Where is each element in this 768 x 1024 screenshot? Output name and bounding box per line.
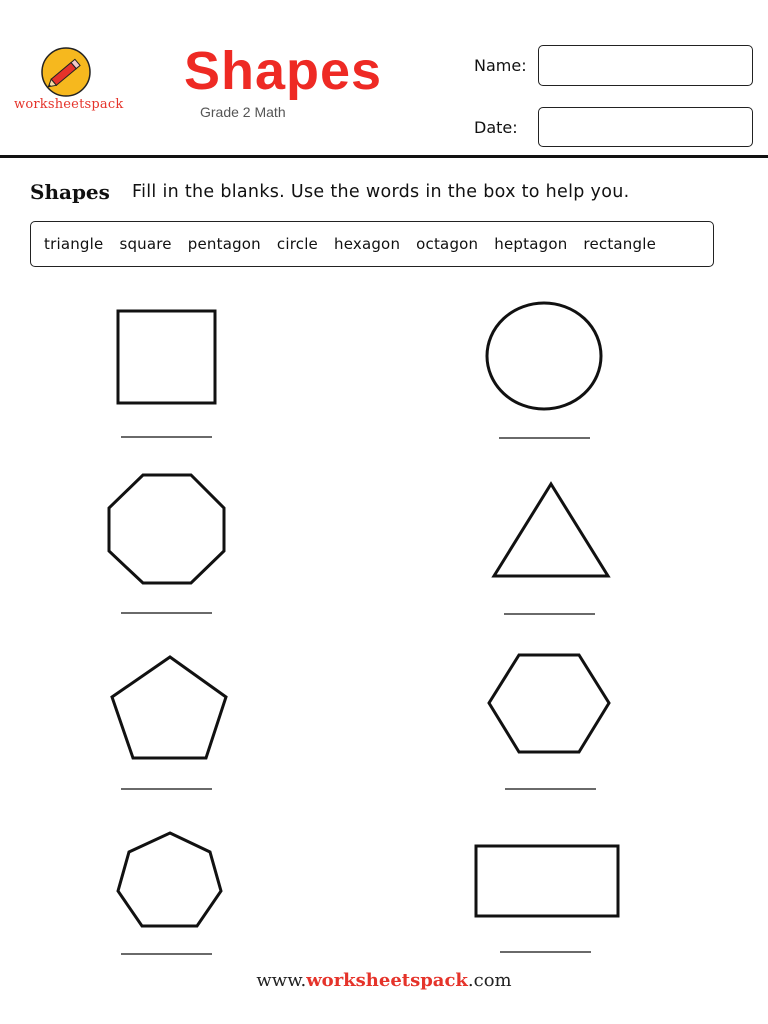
page-title: Shapes (184, 41, 383, 101)
footer-brand: worksheetspack (306, 970, 468, 991)
footer-prefix: www. (256, 970, 307, 991)
footer-url[interactable] (0, 970, 768, 991)
octagon-shape-icon (109, 475, 224, 583)
word-bank-item: rectangle (583, 235, 657, 253)
word-bank-item: heptagon (494, 235, 568, 253)
word-bank-item: circle (276, 235, 318, 253)
date-label: Date: (474, 118, 518, 137)
brand-name: worksheetspack (14, 97, 124, 112)
triangle-shape-icon (494, 484, 608, 576)
grade-subtitle: Grade 2 Math (200, 104, 286, 120)
heptagon-shape-icon (118, 833, 221, 926)
word-bank-item: square (119, 235, 172, 253)
hexagon-shape-icon (489, 655, 609, 752)
square-shape-icon (118, 311, 215, 403)
word-bank-item: hexagon (334, 235, 401, 253)
circle-shape-icon (487, 303, 601, 409)
footer-suffix: .com (467, 970, 512, 991)
instructions-text: Fill in the blanks. Use the words in the box to help you. (132, 182, 630, 202)
name-label: Name: (474, 56, 527, 75)
word-bank-item: pentagon (187, 235, 261, 253)
word-bank-item: octagon (416, 235, 479, 253)
section-title: Shapes (30, 180, 110, 204)
word-bank-item: triangle (44, 235, 104, 253)
pentagon-shape-icon (112, 657, 226, 758)
rectangle-shape-icon (476, 846, 618, 916)
